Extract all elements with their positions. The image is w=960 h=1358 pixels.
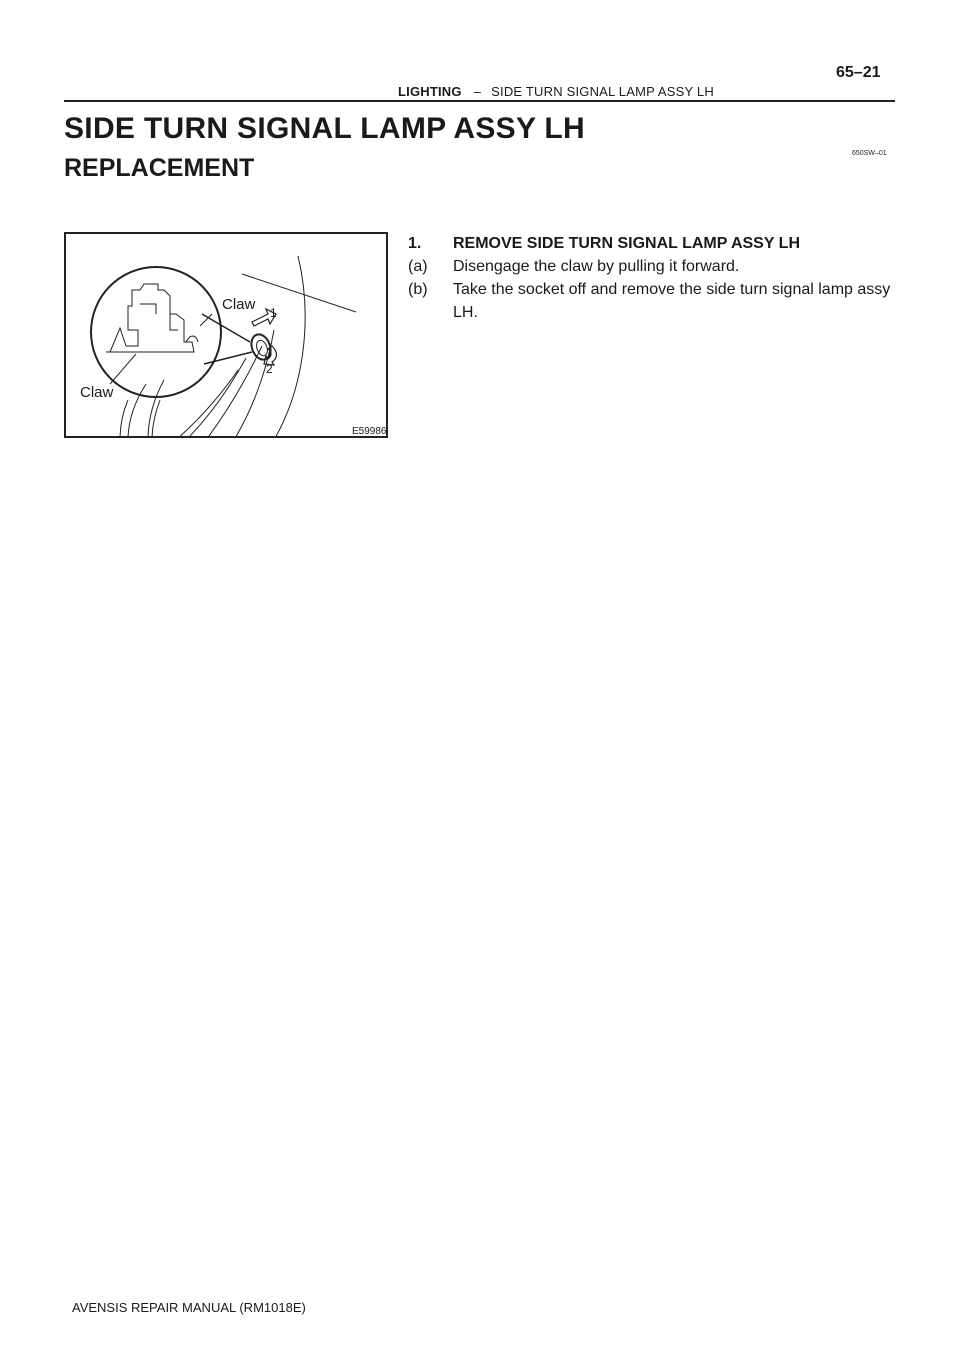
step-b bbox=[408, 278, 908, 324]
procedure-steps bbox=[408, 232, 908, 324]
step-1-number: 1. bbox=[408, 235, 422, 252]
header-dash: – bbox=[473, 84, 482, 99]
claw-label-left: Claw bbox=[80, 384, 114, 401]
lamp-illustration-drawing bbox=[66, 234, 388, 438]
footer-manual-id: AVENSIS REPAIR MANUAL (RM1018E) bbox=[72, 1300, 306, 1315]
page-title: SIDE TURN SIGNAL LAMP ASSY LH bbox=[64, 112, 585, 145]
arrow-1-label: 1 bbox=[270, 306, 277, 320]
doc-code: 650SW–01 bbox=[852, 150, 887, 157]
header-rule bbox=[64, 100, 895, 102]
page-number: 65–21 bbox=[836, 64, 881, 81]
header-subsection: SIDE TURN SIGNAL LAMP ASSY LH bbox=[491, 84, 714, 99]
arrow-2-label: 2 bbox=[266, 362, 273, 376]
step-b-text: Take the socket off and remove the side turn signal lamp assy LH. bbox=[453, 281, 891, 321]
step-a bbox=[408, 255, 908, 278]
step-a-text: Disengage the claw by pulling it forward. bbox=[453, 258, 740, 275]
step-1-text: REMOVE SIDE TURN SIGNAL LAMP ASSY LH bbox=[453, 235, 801, 252]
figure-code: E59986 bbox=[352, 426, 387, 437]
step-a-number: (a) bbox=[408, 258, 428, 275]
illustration-figure bbox=[64, 232, 388, 438]
step-1 bbox=[408, 232, 908, 255]
claw-label-top: Claw bbox=[222, 296, 256, 313]
header-section: LIGHTING bbox=[398, 84, 462, 99]
section-subtitle: REPLACEMENT bbox=[64, 154, 255, 182]
running-header bbox=[398, 84, 714, 99]
step-b-number: (b) bbox=[408, 281, 428, 298]
